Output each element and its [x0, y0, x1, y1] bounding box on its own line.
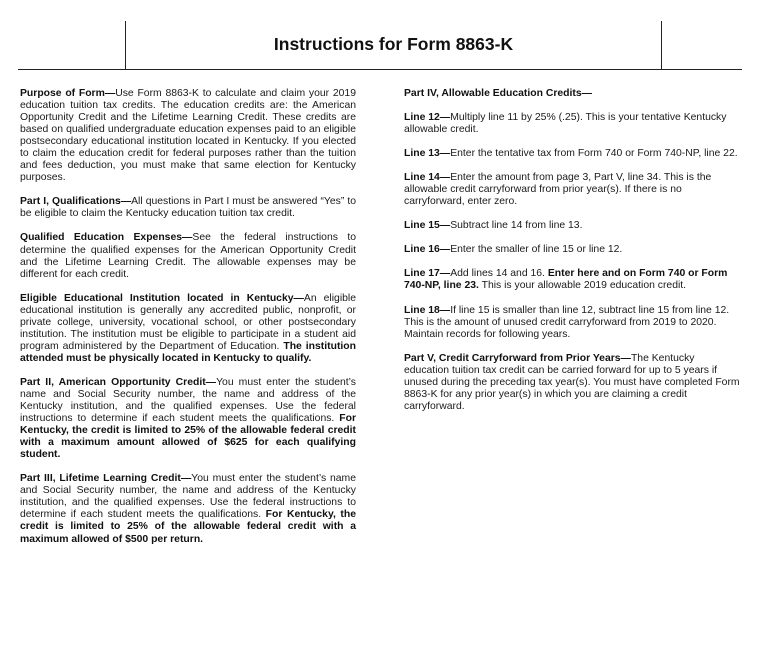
paragraph-eligible-institution	[20, 293, 356, 365]
paragraph-part-iii	[20, 473, 356, 545]
paragraph-part-v	[404, 353, 740, 413]
paragraph-heading: Line 18—	[404, 304, 451, 316]
paragraph-text: The Kentucky education tuition tax credit can be carried forward for up to 5 years if unused during the preceding tax year(s). You must have completed Form 8863-K for any prior year(s) in which you are claiming a credit carryforward.	[404, 352, 740, 412]
paragraph-text: Use Form 8863-K to calculate and claim your 2019 education tuition tax credits. The education credits are: the American Opportunity Credit and the Lifetime Learning Credit. These credits are based on qualified undergraduate education expenses paid to an eligible postsecondary educational institution located in Kentucky. If you elected to claim the education credit for federal purposes rather than the tuition and fees deduction, you must make that same election for Kentucky purposes.	[20, 88, 356, 184]
paragraph-line-16	[404, 244, 740, 256]
paragraph-qualified-expenses	[20, 232, 356, 280]
paragraph-part-i	[20, 196, 356, 220]
paragraph-line-15	[404, 220, 740, 232]
paragraph-text: You must enter the student’s name and Social Security number, the name and address of the Kentucky institution, and the qualified expenses. Use the federal instructions to determine if each student meets the qualifications.	[20, 376, 356, 425]
paragraph-part-iv	[404, 88, 740, 100]
paragraph-heading: Part V, Credit Carryforward from Prior Years—	[404, 352, 631, 364]
paragraph-text: Enter the amount from page 3, Part V, line 34. This is the allowable credit carryforward from prior year(s). If there is no carryforward, enter zero.	[404, 172, 712, 208]
paragraph-text: An eligible educational institution is generally any accredited public, nonprofit, or private college, university, vocational school, or other postsecondary institution. The institution must be eligible to participate in a student aid program administered by the Department of Education.	[20, 292, 356, 352]
paragraph-line-14	[404, 172, 740, 208]
left-column	[20, 88, 356, 558]
paragraph-text: If line 15 is smaller than line 12, subtract line 15 from line 12. This is the amount of unused credit carryforward from 2019 to 2020. Maintain records for following years.	[404, 304, 730, 340]
paragraph-line-18	[404, 305, 740, 341]
paragraph-heading: Part IV, Allowable Education Credits—	[404, 88, 593, 99]
paragraph-text: Add lines 14 and 16.	[450, 268, 548, 280]
page-title: Instructions for Form 8863-K	[273, 34, 514, 54]
paragraph-line-17	[404, 268, 740, 292]
paragraph-text: Enter the smaller of line 15 or line 12.	[450, 244, 623, 256]
paragraph-part-ii	[20, 377, 356, 461]
paragraph-bold-note: For Kentucky, the credit is limited to 25% of the allowable federal credit with a maximum amount allowed of $625 for each qualifying student.	[20, 413, 356, 461]
paragraph-bold-note: For Kentucky, the credit is limited to 25% of the allowable federal credit with a maximum allowed of $500 per return.	[20, 509, 356, 545]
paragraph-heading: Purpose of Form—	[20, 88, 116, 99]
paragraph-bold-note: The institution attended must be physically located in Kentucky to qualify.	[20, 340, 356, 364]
paragraph-heading: Line 15—	[404, 220, 451, 232]
paragraph-heading: Eligible Educational Institution located in Kentucky—	[20, 292, 304, 304]
page-header	[125, 21, 662, 69]
paragraph-heading: Line 14—	[404, 172, 451, 184]
paragraph-bold-note: Enter here and on Form 740 or Form 740-NP, line 23.	[404, 268, 728, 292]
paragraph-text: All questions in Part I must be answered “Yes” to be eligible to claim the Kentucky education tuition tax credit.	[20, 196, 357, 220]
paragraph-text-after: This is your allowable 2019 education credit.	[478, 280, 687, 292]
paragraph-heading: Line 16—	[404, 244, 451, 256]
paragraph-text: Subtract line 14 from line 13.	[450, 220, 583, 232]
paragraph-line-12	[404, 112, 740, 136]
paragraph-text: See the federal instructions to determine the qualified expenses for the American Opportunity Credit and the Lifetime Learning Credit. The allowable expenses may be different for each credit.	[20, 232, 356, 280]
header-divider	[18, 69, 742, 70]
paragraph-heading: Part I, Qualifications—	[20, 196, 132, 208]
paragraph-heading: Part III, Lifetime Learning Credit—	[20, 473, 192, 485]
paragraph-heading: Line 13—	[404, 148, 451, 160]
right-column	[404, 88, 740, 425]
paragraph-line-13	[404, 148, 740, 160]
paragraph-heading: Line 17—	[404, 268, 451, 280]
paragraph-heading: Qualified Education Expenses—	[20, 232, 193, 244]
header-right-rule	[661, 21, 662, 69]
paragraph-text: You must enter the student’s name and Social Security number, the name and address of the Kentucky institution, and the qualified expenses. Use the federal instructions to determine if each student meets the qualifications.	[20, 473, 356, 521]
paragraph-heading: Line 12—	[404, 112, 451, 124]
paragraph-purpose-of-form	[20, 88, 356, 184]
paragraph-text: Multiply line 11 by 25% (.25). This is your tentative Kentucky allowable credit.	[404, 112, 727, 136]
paragraph-heading: Part II, American Opportunity Credit—	[20, 376, 217, 388]
paragraph-text: Enter the tentative tax from Form 740 or Form 740-NP, line 22.	[450, 148, 738, 160]
